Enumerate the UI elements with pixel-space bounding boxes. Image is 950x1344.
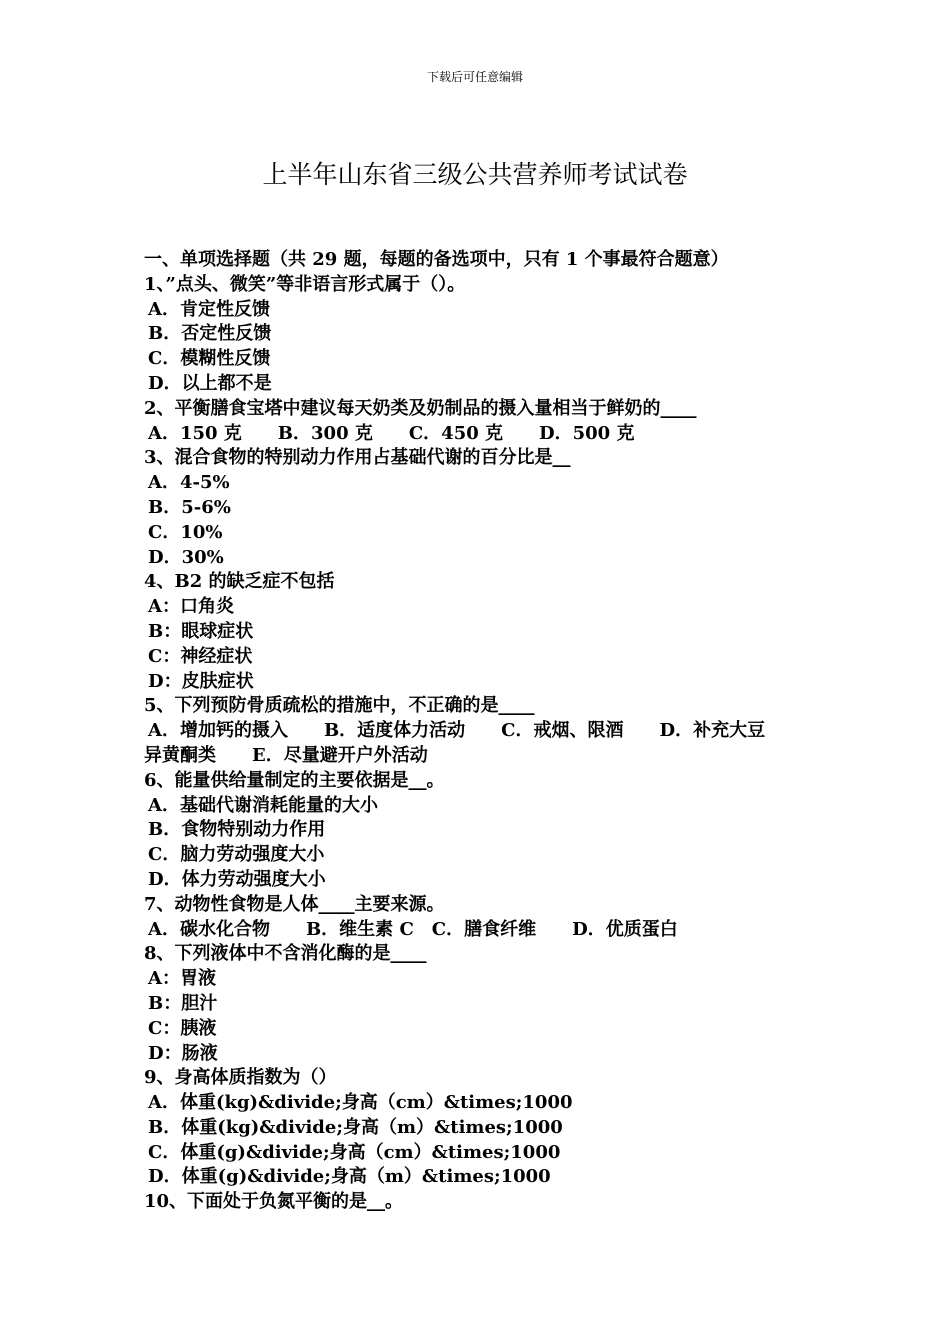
question-4-option-c: C：神经症状 bbox=[148, 645, 253, 667]
question-9-stem: 9、身高体质指数为（） bbox=[144, 1067, 337, 1089]
question-3-option-d: D．30% bbox=[148, 546, 224, 568]
question-1-option-d: D．以上都不是 bbox=[148, 372, 272, 394]
question-4-option-d: D：皮肤症状 bbox=[148, 670, 254, 692]
question-9-option-c: C．体重(g)&divide;身高（cm）&times;1000 bbox=[148, 1141, 561, 1163]
exam-content bbox=[144, 248, 824, 1215]
question-6-option-a: A．基础代谢消耗能量的大小 bbox=[148, 794, 378, 816]
question-8-option-d: D：肠液 bbox=[148, 1042, 218, 1064]
question-4-stem: 4、B2 的缺乏症不包括 bbox=[144, 571, 335, 593]
question-3-option-c: C．10% bbox=[148, 521, 223, 543]
question-4-option-b: B：眼球症状 bbox=[148, 620, 254, 642]
question-5-options-continued: 异黄酮类 E．尽量避开户外活动 bbox=[144, 744, 428, 766]
question-7-options: A．碳水化合物 B．维生素 C C．膳食纤维 D．优质蛋白 bbox=[148, 918, 678, 940]
question-1-option-b: B．否定性反馈 bbox=[148, 323, 272, 345]
question-1-option-c: C．模糊性反馈 bbox=[148, 348, 271, 370]
question-2-stem: 2、平衡膳食宝塔中建议每天奶类及奶制品的摄入量相当于鲜奶的____ bbox=[144, 397, 697, 419]
question-8-option-b: B：胆汁 bbox=[148, 992, 218, 1014]
page-title: 上半年山东省三级公共营养师考试试卷 bbox=[262, 160, 688, 189]
question-3-option-a: A．4-5% bbox=[148, 472, 230, 494]
question-1-stem: 1、”点头、微笑”等非语言形式属于（）。 bbox=[144, 273, 466, 295]
question-8-option-a: A：胃液 bbox=[148, 968, 216, 990]
page-header-note: 下载后可任意编辑 bbox=[426, 70, 523, 84]
question-6-stem: 6、能量供给量制定的主要依据是__。 bbox=[144, 769, 445, 791]
question-8-option-c: C：胰液 bbox=[148, 1017, 217, 1039]
question-7-stem: 7、动物性食物是人体____主要来源。 bbox=[144, 893, 445, 915]
question-6-option-d: D．体力劳动强度大小 bbox=[148, 868, 326, 890]
section-heading: 一、单项选择题（共 29 题，每题的备选项中，只有 1 个事最符合题意） bbox=[144, 249, 729, 270]
question-5-options: A．增加钙的摄入 B．适度体力活动 C．戒烟、限酒 D．补充大豆 bbox=[148, 720, 766, 742]
question-4-option-a: A：口角炎 bbox=[148, 596, 234, 618]
question-2-options: A．150 克 B．300 克 C．450 克 D．500 克 bbox=[148, 422, 635, 444]
question-6-option-b: B．食物特别动力作用 bbox=[148, 819, 326, 841]
question-3-option-b: B．5-6% bbox=[148, 496, 231, 518]
question-9-option-b: B．体重(kg)&divide;身高（m）&times;1000 bbox=[148, 1116, 563, 1138]
question-10-stem: 10、下面处于负氮平衡的是__。 bbox=[144, 1191, 404, 1213]
question-3-stem: 3、混合食物的特别动力作用占基础代谢的百分比是__ bbox=[144, 447, 571, 469]
question-9-option-d: D．体重(g)&divide;身高（m）&times;1000 bbox=[148, 1166, 551, 1188]
question-6-option-c: C．脑力劳动强度大小 bbox=[148, 844, 325, 866]
question-1-option-a: A．肯定性反馈 bbox=[148, 298, 270, 320]
question-8-stem: 8、下列液体中不含消化酶的是____ bbox=[144, 943, 427, 965]
question-9-option-a: A．体重(kg)&divide;身高（cm）&times;1000 bbox=[148, 1092, 573, 1114]
question-5-stem: 5、下列预防骨质疏松的措施中，不正确的是____ bbox=[144, 695, 535, 717]
